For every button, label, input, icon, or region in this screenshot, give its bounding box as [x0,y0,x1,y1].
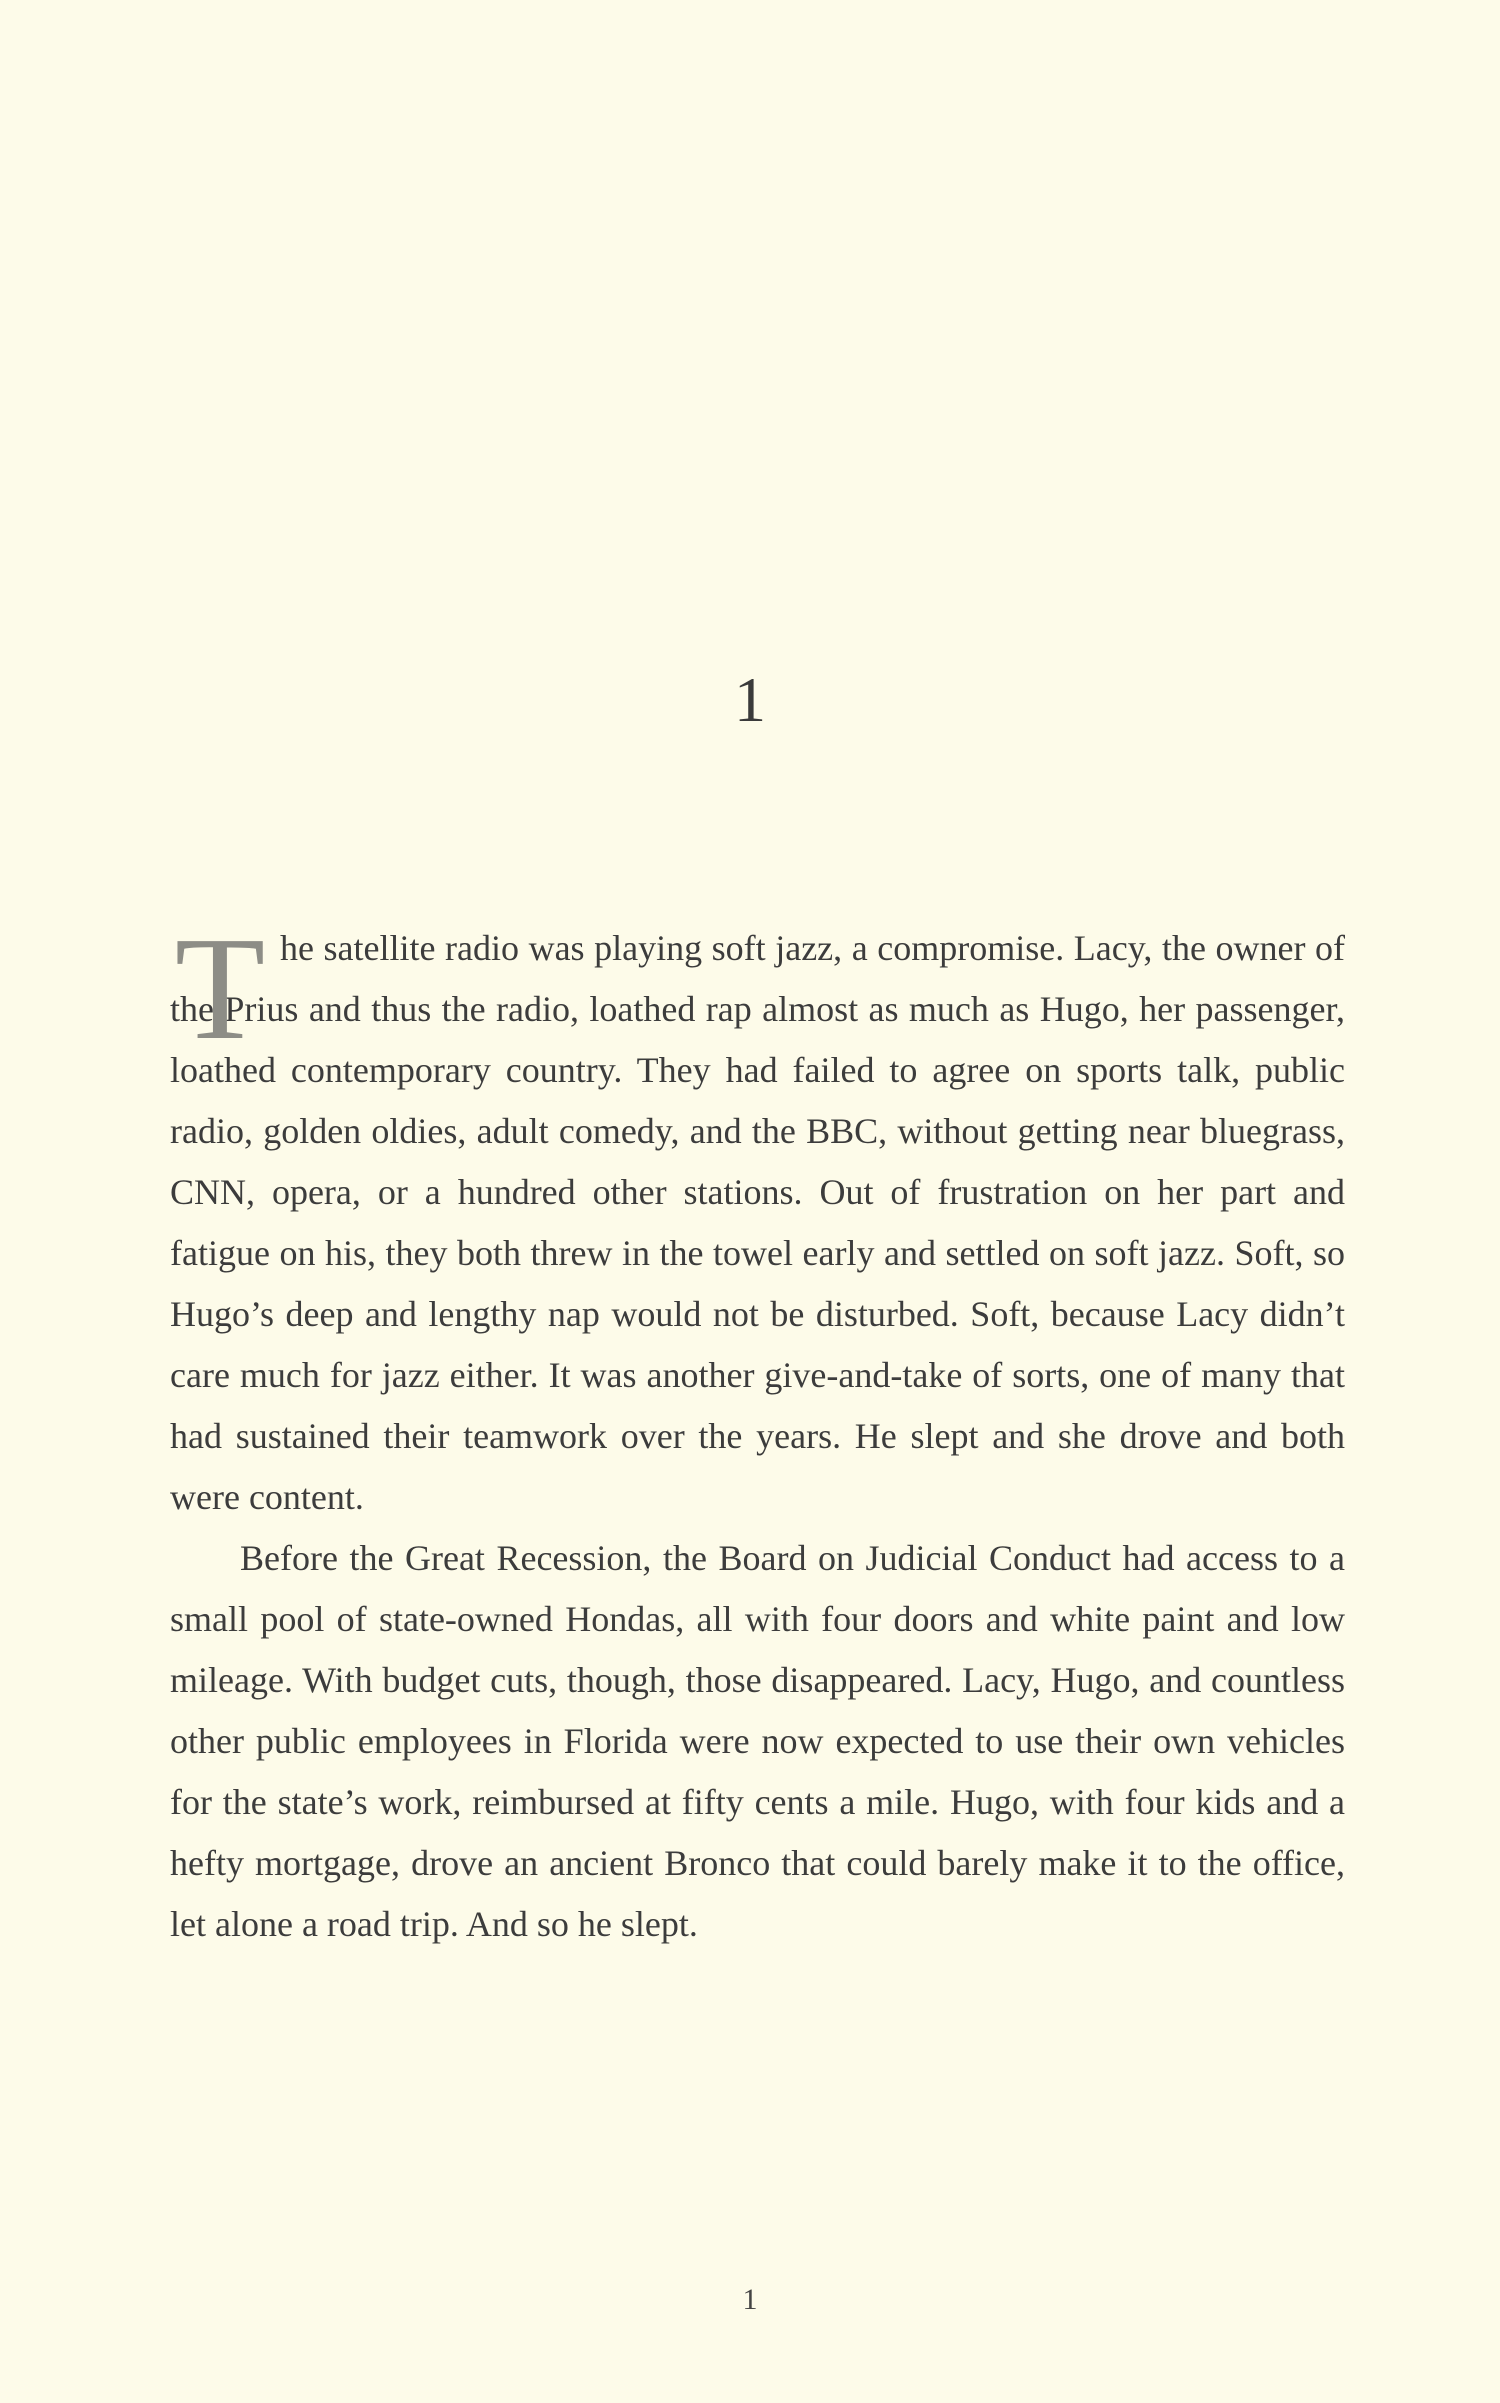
paragraph-1 [170,918,1345,1528]
chapter-number: 1 [734,664,766,735]
drop-cap-letter [170,922,270,1048]
drop-cap-glyph: T [174,922,266,1048]
paragraph-2: Before the Great Recession, the Board on Judicial Conduct had access to a small pool of state-owned Hondas, all with four doors and white paint and low mileage. With budget cuts, though, those disappeared. Lacy, Hugo, and countless other public employees in Florida were now expected to use their own vehicles for the state’s work, reimbursed at fifty cents a mile. Hugo, with four kids and a hefty mortgage, drove an ancient Bronco that could barely make it to the office, let alone a road trip. And so he slept. [170,1538,1345,1944]
paragraph-1-text: he satellite radio was playing soft jazz, a compromise. Lacy, the owner of the Prius and thus the radio, loathed rap almost as much as Hugo, her passenger, loathed contemporary country. They had failed to agree on sports talk, public radio, golden oldies, adult comedy, and the BBC, without getting near bluegrass, CNN, opera, or a hundred other stations. Out of frustration on her part and fatigue on his, they both threw in the towel early and settled on soft jazz. Soft, so Hugo’s deep and lengthy nap would not be disturbed. Soft, because Lacy didn’t care much for jazz either. It was another give-and-take of sorts, one of many that had sustained their teamwork over the years. He slept and she drove and both were content. [170,928,1345,1517]
chapter-body [170,918,1345,1955]
page-number: 1 [742,2283,758,2316]
